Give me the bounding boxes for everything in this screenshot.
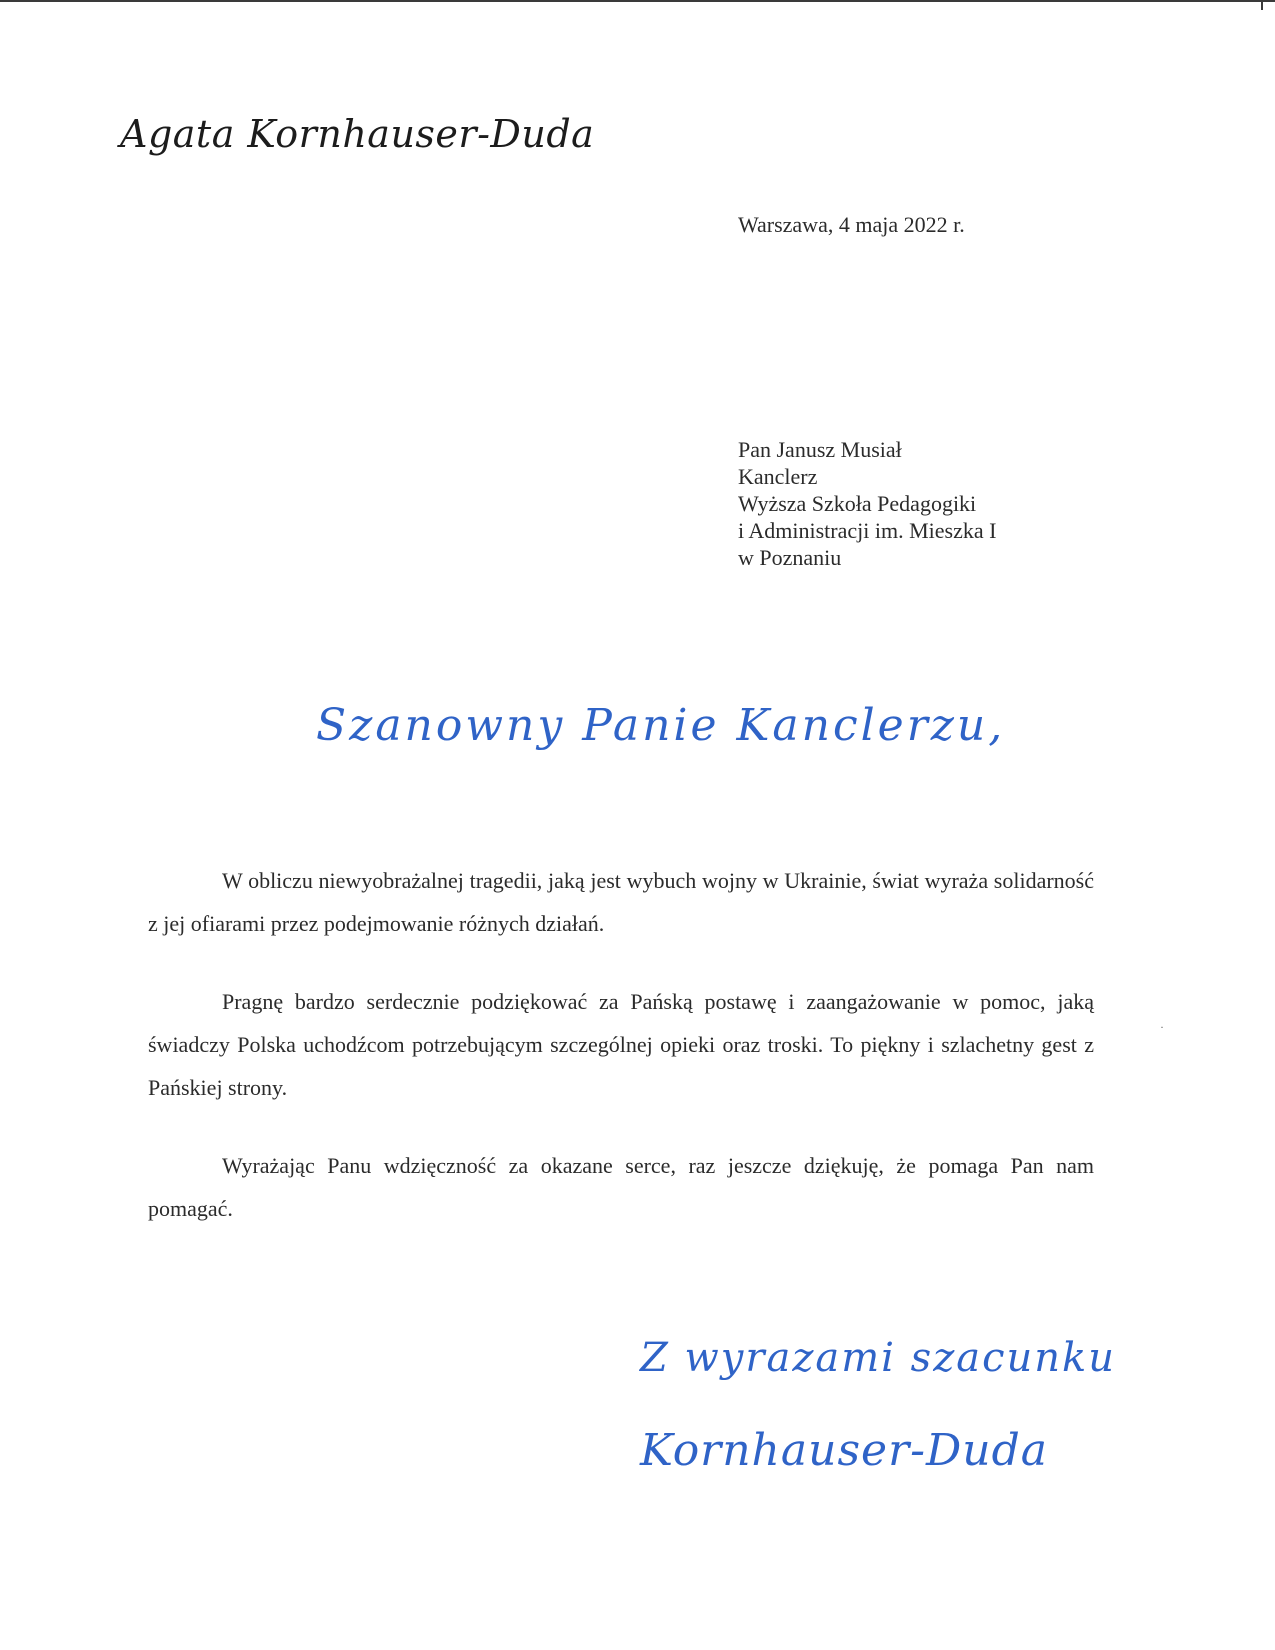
scan-speck: · bbox=[1160, 1020, 1164, 1034]
recipient-address bbox=[738, 436, 996, 571]
body-paragraph-2: Pragnę bardzo serdecznie podziękować za Pańską postawę i zaangażowanie w pomoc, jaką świadczy Polska uchodźcom potrzebującym szczególnej opieki oraz troski. To piękny i szlachetny gest z Pańskiej strony. bbox=[148, 989, 1094, 1100]
recipient-line-title: Kanclerz bbox=[738, 464, 818, 489]
body-paragraph-1: W obliczu niewyobrażalnej tragedii, jaką jest wybuch wojny w Ukrainie, świat wyraża solidarność z jej ofiarami przez podejmowanie różnych działań. bbox=[148, 868, 1094, 936]
scan-edge-right bbox=[1261, 0, 1263, 10]
scan-edge-top bbox=[0, 0, 1275, 2]
recipient-line-city: w Poznaniu bbox=[738, 545, 842, 570]
handwritten-signature: Kornhauser-Duda bbox=[640, 1425, 1048, 1476]
recipient-line-name: Pan Janusz Musiał bbox=[738, 437, 902, 462]
letter-body bbox=[148, 859, 1094, 1265]
body-paragraph-3: Wyrażając Panu wdzięczność za okazane serce, raz jeszcze dziękuję, że pomaga Pan nam pomagać. bbox=[148, 1153, 1094, 1221]
letter-date: Warszawa, 4 maja 2022 r. bbox=[738, 212, 965, 237]
handwritten-closing: Z wyrazami szacunku bbox=[640, 1335, 1117, 1381]
letterhead-name: Agata Kornhauser-Duda bbox=[120, 112, 595, 156]
recipient-line-institution: Wyższa Szkoła Pedagogiki bbox=[738, 491, 977, 516]
handwritten-salutation: Szanowny Panie Kanclerzu, bbox=[316, 700, 1006, 751]
recipient-line-institution-cont: i Administracji im. Mieszka I bbox=[738, 518, 997, 543]
